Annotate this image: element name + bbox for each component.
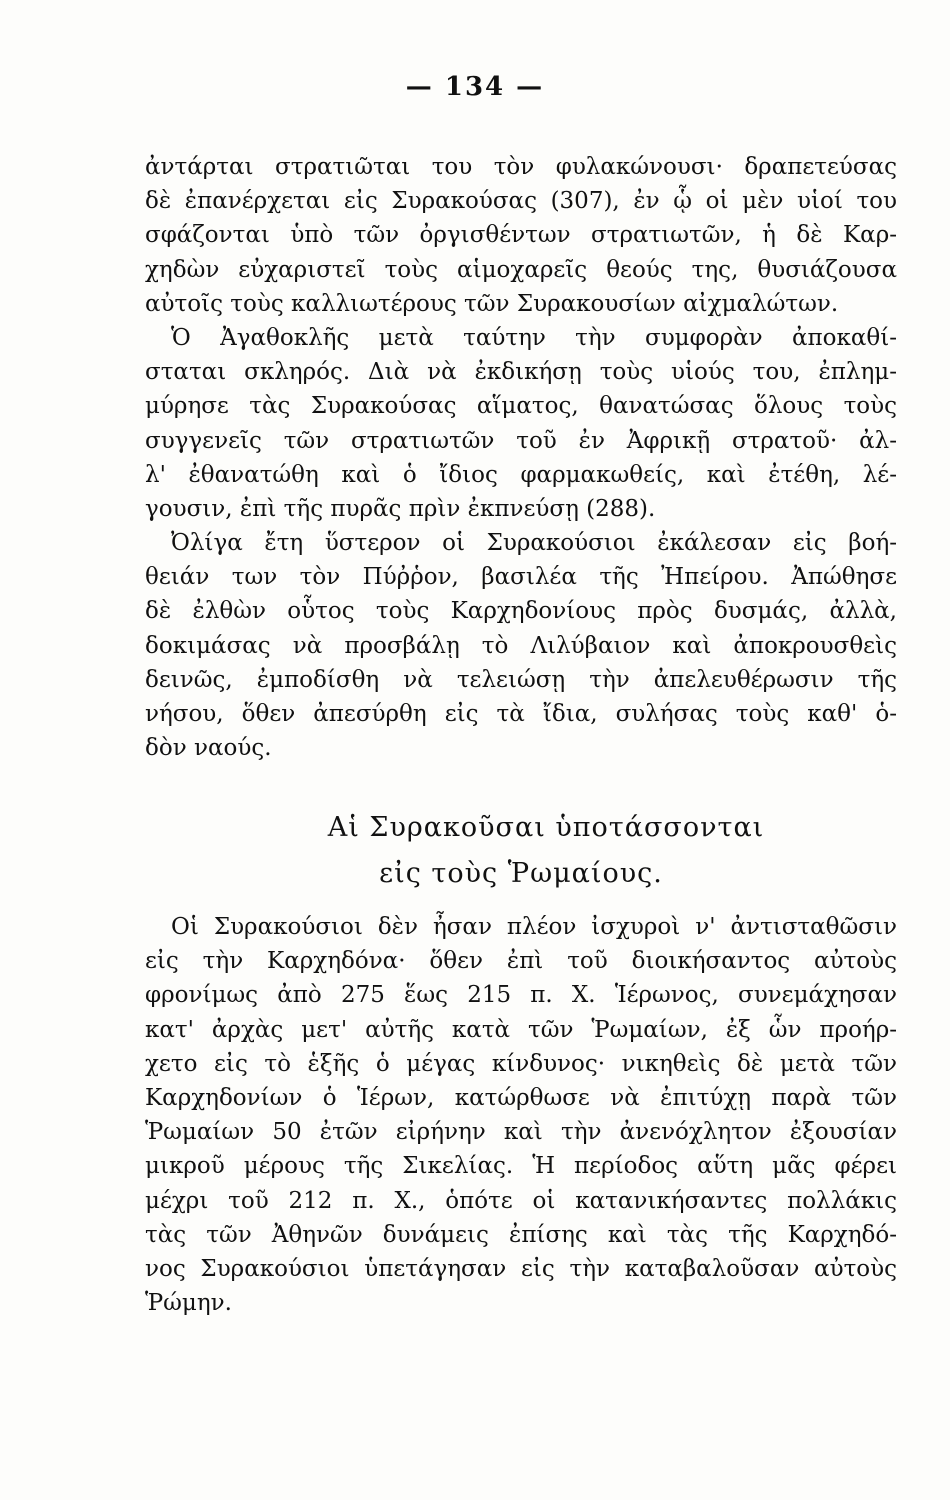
- text-line: μικροῦ μέρους τῆς Σικελίας. Ἡ περίοδος αὕτη μᾶς φέρει: [145, 1153, 897, 1180]
- section-heading: [145, 805, 897, 897]
- text-line: μύρησε τὰς Συρακούσας αἵματος, θανατώσας ὅλους τοὺς: [145, 393, 897, 420]
- text-line: εἰς τὴν Καρχηδόνα· ὅθεν ἐπὶ τοῦ διοικήσαντος αὐτοὺς: [145, 948, 897, 975]
- text-line: Ῥωμαίων 50 ἐτῶν εἰρήνην καὶ τὴν ἀνενόχλητον ἐξουσίαν: [145, 1119, 897, 1146]
- text-line: δὲ ἐπανέρχεται εἰς Συρακούσας (307), ἐν ᾧ οἱ μὲν υἱοί του: [145, 188, 897, 215]
- section-heading-line-2: εἰς τοὺς Ῥωμαίους.: [379, 858, 663, 889]
- text-line: Ὁ Ἀγαθοκλῆς μετὰ ταύτην τὴν συμφορὰν ἀποκαθί-: [171, 324, 897, 351]
- text-line: Καρχηδονίων ὁ Ἱέρων, κατώρθωσε νὰ ἐπιτύχῃ παρὰ τῶν: [145, 1084, 897, 1111]
- text-line: Ὀλίγα ἔτη ὕστερον οἱ Συρακούσιοι ἐκάλεσαν εἰς βοή-: [171, 530, 897, 557]
- text-line: σταται σκληρός. Διὰ νὰ ἐκδικήσῃ τοὺς υἱούς του, ἐπλημ-: [145, 359, 897, 386]
- text-line: ἀντάρται στρατιῶται του τὸν φυλακώνουσι· δραπετεύσας: [145, 154, 897, 180]
- section-heading-line-1: Αἱ Συρακοῦσαι ὑποτάσσονται: [327, 812, 765, 843]
- text-line: δοκιμάσας νὰ προσβάλῃ τὸ Λιλύβαιον καὶ ἀποκρουσθεὶς: [145, 632, 897, 659]
- text-line: γουσιν, ἐπὶ τῆς πυρᾶς πρὶν ἐκπνεύσῃ (288).: [145, 495, 656, 522]
- text-block-top: [145, 150, 897, 765]
- text-line: κατ' ἀρχὰς μετ' αὐτῆς κατὰ τῶν Ῥωμαίων, ἐξ ὧν προήρ-: [145, 1016, 897, 1043]
- text-block-bottom: [145, 910, 897, 1320]
- text-line: τὰς τῶν Ἀθηνῶν δυνάμεις ἐπίσης καὶ τὰς τῆς Καρχηδό-: [145, 1221, 897, 1248]
- text-line: νήσου, ὅθεν ἀπεσύρθη εἰς τὰ ἴδια, συλήσας τοὺς καθ' ὁ-: [145, 701, 897, 727]
- text-line: δὲ ἐλθὼν οὗτος τοὺς Καρχηδονίους πρὸς δυσμάς, ἀλλὰ,: [145, 598, 897, 625]
- text-line: συγγενεῖς τῶν στρατιωτῶν τοῦ ἐν Ἀφρικῇ στρατοῦ· ἀλ-: [145, 427, 897, 454]
- text-line: δεινῶς, ἐμποδίσθη νὰ τελειώσῃ τὴν ἀπελευθέρωσιν τῆς: [145, 666, 897, 693]
- page-number: — 134 —: [405, 72, 545, 102]
- text-line: φρονίμως ἀπὸ 275 ἕως 215 π. Χ. Ἱέρωνος, συνεμάχησαν: [145, 982, 897, 1009]
- text-line: χετο εἰς τὸ ἑξῆς ὁ μέγας κίνδυνος· νικηθεὶς δὲ μετὰ τῶν: [145, 1050, 897, 1077]
- text-line: μέχρι τοῦ 212 π. Χ., ὁπότε οἱ κατανικήσαντες πολλάκις: [145, 1187, 897, 1214]
- text-line: νος Συρακούσιοι ὑπετάγησαν εἰς τὴν καταβαλοῦσαν αὐτοὺς: [145, 1255, 897, 1282]
- text-line: Ῥώμην.: [145, 1290, 232, 1317]
- text-line: αὐτοῖς τοὺς καλλιωτέρους τῶν Συρακουσίων αἰχμαλώτων.: [145, 290, 839, 317]
- text-line: Οἱ Συρακούσιοι δὲν ἦσαν πλέον ἰσχυροὶ ν' ἀντισταθῶσιν: [171, 914, 897, 940]
- text-line: χηδὼν εὐχαριστεῖ τοὺς αἱμοχαρεῖς θεούς της, θυσιάζουσα: [145, 256, 897, 283]
- text-line: σφάζονται ὑπὸ τῶν ὀργισθέντων στρατιωτῶν, ἡ δὲ Καρ-: [145, 222, 897, 249]
- text-line: δὸν ναούς.: [145, 735, 272, 762]
- text-line: θειάν των τὸν Πύῤῥον, βασιλέα τῆς Ἠπείρου. Ἀπώθησε: [145, 564, 897, 591]
- text-line: λ' ἐθανατώθη καὶ ὁ ἴδιος φαρμακωθείς, καὶ ἐτέθη, λέ-: [145, 461, 897, 488]
